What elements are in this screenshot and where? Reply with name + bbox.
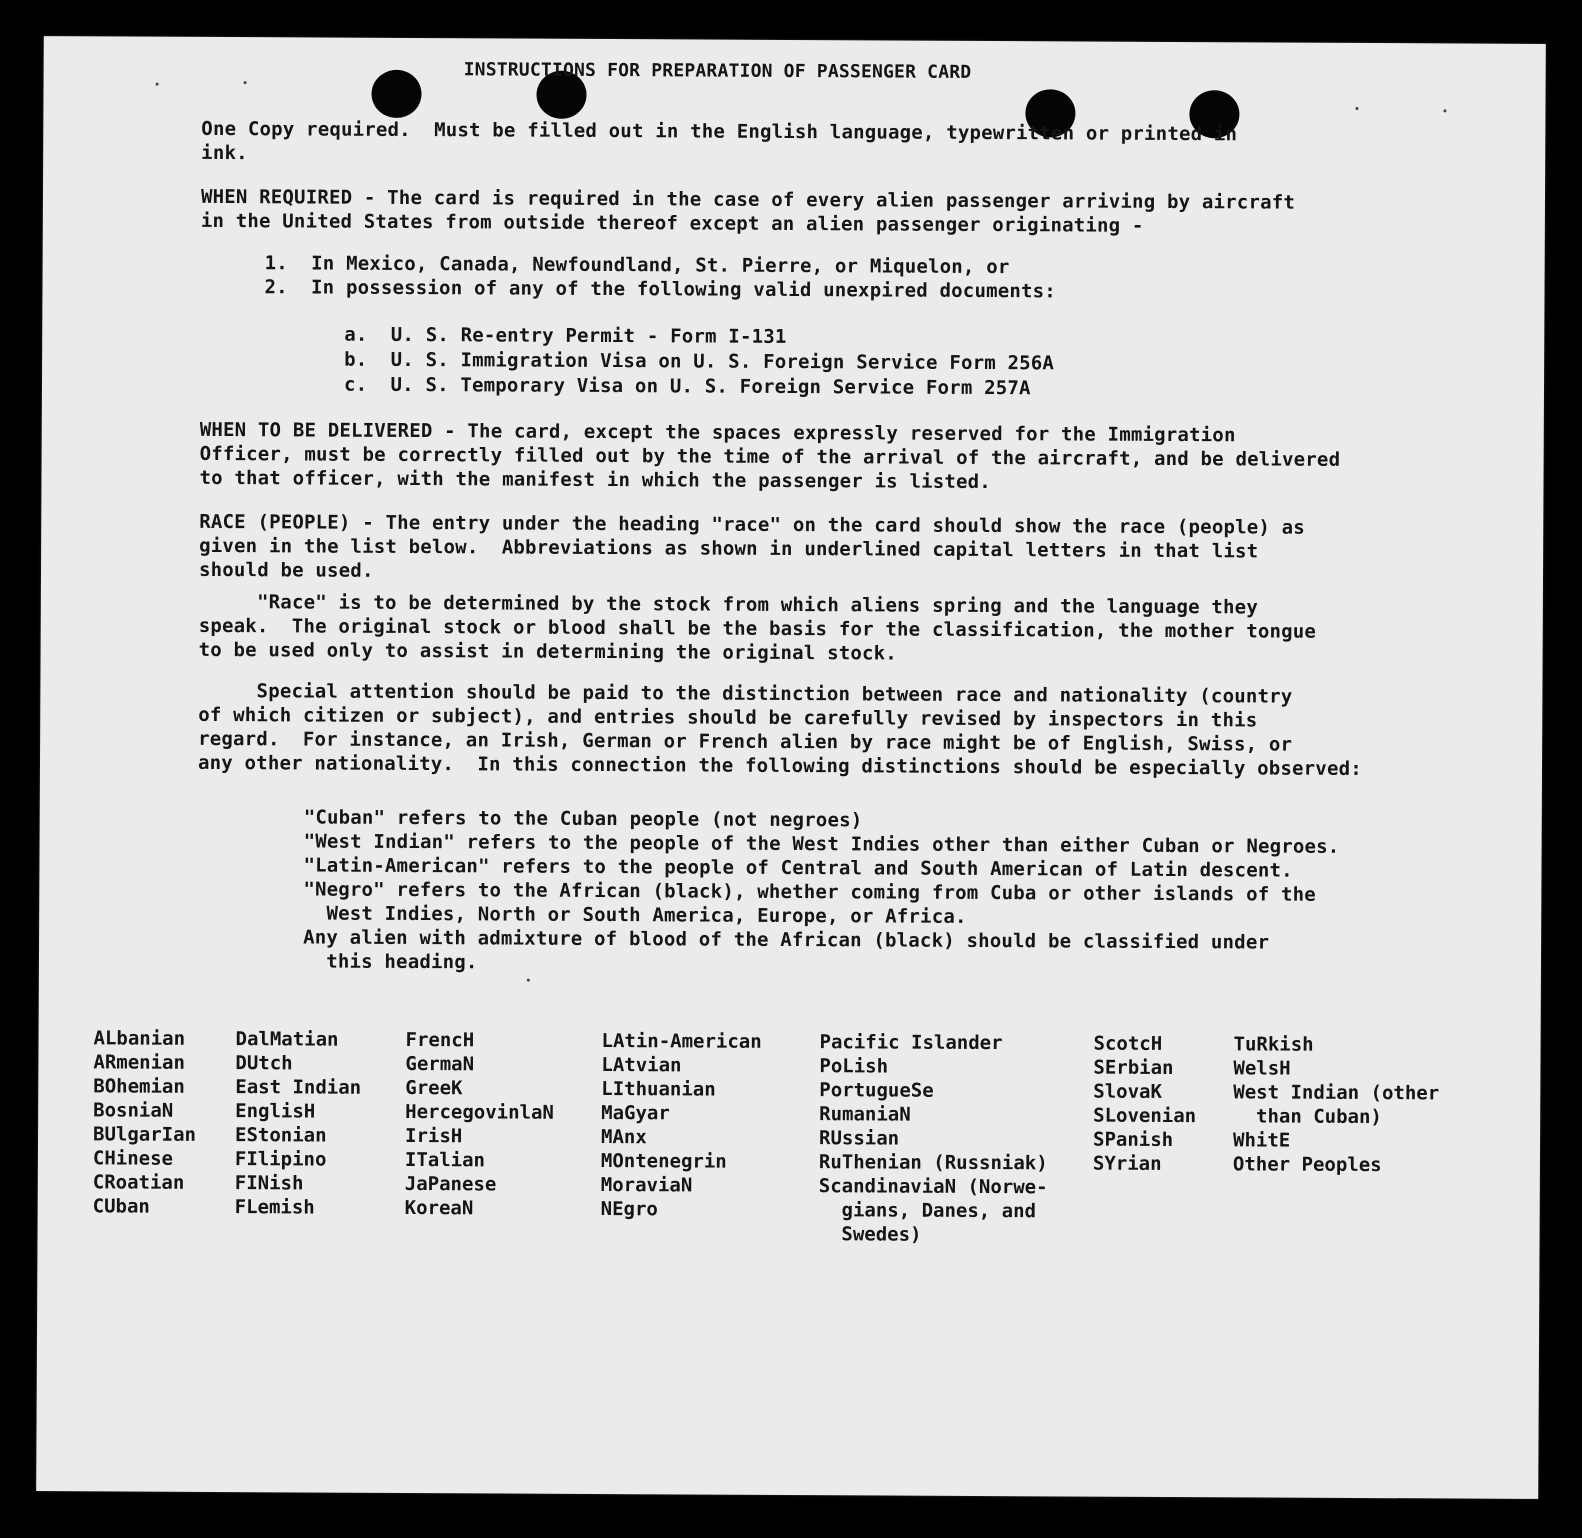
race-item: ScandinaviaN (Norwe- <box>818 1175 1048 1199</box>
race-item: NEgro <box>600 1198 658 1221</box>
speck <box>244 81 247 84</box>
race-item: MAnx <box>601 1126 647 1149</box>
race-item: DalMatian <box>235 1028 339 1051</box>
race-column-4 <box>601 1029 762 1222</box>
distinctions-list: "Cuban" refers to the Cuban people (not negroes) "West Indian" refers to the people of the West Indies other than either Cuban or Negroes. "Latin-American" refers to the people of Central and South American of Latin descent. "Negro" refers to the African (black), whether coming from Cuba or other islands of the West Indies, North or South America, Europe, or Africa. Any alien with admixture of blood of the African (black) should be classified under this heading. <box>302 806 1340 974</box>
race-item: ARmenian <box>93 1051 186 1074</box>
race-item: JaPanese <box>404 1172 497 1196</box>
race-item: West Indian (other <box>1233 1081 1440 1105</box>
when-required-paragraph: WHEN REQUIRED - The card is required in the case of every alien passenger arriving by aircraft in the United States from outside thereof except an alien passenger originating - <box>200 185 1296 237</box>
when-required-item-1: 1. In Mexico, Canada, Newfoundland, St. Pierre, or Miquelon, or <box>264 252 1010 279</box>
race-item: KoreaN <box>404 1196 474 1220</box>
race-item: CUban <box>92 1195 150 1218</box>
race-item: SPanish <box>1092 1128 1174 1152</box>
race-item: SYrian <box>1092 1152 1162 1175</box>
race-column-7 <box>1233 1032 1440 1177</box>
race-item: GreeK <box>405 1076 463 1100</box>
document-subitem-a: a. U. S. Re-entry Permit - Form I-131 <box>344 323 787 348</box>
race-item: LAtin-American <box>601 1030 762 1053</box>
race-item: DUtch <box>235 1052 293 1075</box>
race-item: East Indian <box>235 1076 362 1099</box>
race-column-3 <box>405 1028 555 1221</box>
race-list <box>92 1026 1533 1264</box>
race-item: PoLish <box>819 1055 889 1078</box>
race-item: Other Peoples <box>1232 1153 1382 1177</box>
race-item: LIthuanian <box>601 1078 716 1101</box>
race-item: BUlgarIan <box>93 1123 197 1146</box>
document-page <box>36 36 1546 1499</box>
when-required-item-2: 2. In possession of any of the following valid unexpired documents: <box>264 276 1057 303</box>
race-item: MaGyar <box>601 1102 670 1125</box>
race-item: WhitE <box>1232 1129 1291 1152</box>
race-item: IrisH <box>405 1124 463 1148</box>
punch-hole-1 <box>371 70 421 118</box>
race-column-2 <box>235 1027 362 1220</box>
race-item: FIlipino <box>234 1148 327 1171</box>
race-column-6 <box>1093 1032 1197 1177</box>
race-item: Pacific Islander <box>819 1031 1003 1055</box>
intro-paragraph: One Copy required. Must be filled out in the English language, typewritten or printed in ink. <box>201 117 1238 165</box>
race-item: TuRkish <box>1233 1033 1314 1056</box>
speck <box>1355 107 1358 110</box>
race-item: SErbian <box>1093 1056 1174 1080</box>
race-column-5 <box>818 1030 1048 1247</box>
race-item: LAtvian <box>601 1054 682 1077</box>
race-column-1 <box>93 1026 197 1219</box>
race-item: EnglisH <box>235 1100 316 1123</box>
race-item: BosniaN <box>93 1099 174 1122</box>
race-item: FrencH <box>405 1028 475 1052</box>
race-item: GermaN <box>405 1052 475 1076</box>
document-subitem-b: b. U. S. Immigration Visa on U. S. Foreign Service Form 256A <box>344 348 1055 375</box>
race-determined-paragraph: "Race" is to be determined by the stock from which aliens spring and the language they speak. The original stock or blood shall be the basis for the classification, the mother tongue to be used only to assist in determining the original stock. <box>198 590 1317 665</box>
document-subitem-c: c. U. S. Temporary Visa on U. S. Foreign Service Form 257A <box>343 373 1031 400</box>
race-item: EStonian <box>235 1124 327 1147</box>
race-item: ITalian <box>404 1148 486 1172</box>
race-item: FINish <box>234 1172 304 1195</box>
race-item: WelsH <box>1233 1057 1291 1080</box>
race-item: PortugueSe <box>819 1079 934 1102</box>
race-item: Swedes) <box>818 1223 922 1246</box>
race-item: HercegovinlaN <box>405 1100 554 1124</box>
race-item: MoraviaN <box>600 1174 693 1197</box>
race-item: gians, Danes, and <box>818 1199 1037 1223</box>
race-item: ALbanian <box>93 1027 186 1050</box>
speck <box>1443 109 1446 112</box>
race-item: FLemish <box>234 1196 315 1219</box>
race-item: RuThenian (Russniak) <box>818 1151 1048 1175</box>
special-attention-paragraph: Special attention should be paid to the distinction between race and nationality (country of which citizen or subject), and entries should be carefully revised by inspectors in this regard. For instance, an Irish, German or French alien by race might be of English, Swiss, or any other nationality. In this connection the following distinctions should be especially observed: <box>197 679 1362 780</box>
speck <box>527 979 530 982</box>
race-item: RumaniaN <box>819 1103 911 1126</box>
race-item: MOntenegrin <box>600 1150 727 1173</box>
race-item: RUssian <box>819 1127 900 1150</box>
when-delivered-paragraph: WHEN TO BE DELIVERED - The card, except the spaces expressly reserved for the Immigration Officer, must be correctly filled out by the time of the arrival of the aircraft, and be delivered to that officer, with the manifest in which the passenger is listed. <box>199 418 1341 494</box>
race-people-paragraph: RACE (PEOPLE) - The entry under the heading "race" on the card should show the race (people) as given in the list below. Abbreviations as shown in underlined capital letters in that list should be used. <box>198 510 1306 582</box>
race-item: SLovenian <box>1093 1104 1197 1128</box>
race-item: BOhemian <box>93 1075 185 1098</box>
race-item: CRoatian <box>92 1171 185 1194</box>
race-item: ScotcH <box>1093 1032 1163 1055</box>
speck <box>156 83 159 86</box>
race-item: CHinese <box>92 1147 174 1170</box>
page-title: INSTRUCTIONS FOR PREPARATION OF PASSENGER CARD <box>463 59 972 83</box>
race-item: SlovaK <box>1093 1080 1163 1103</box>
race-item: than Cuban) <box>1233 1105 1382 1129</box>
